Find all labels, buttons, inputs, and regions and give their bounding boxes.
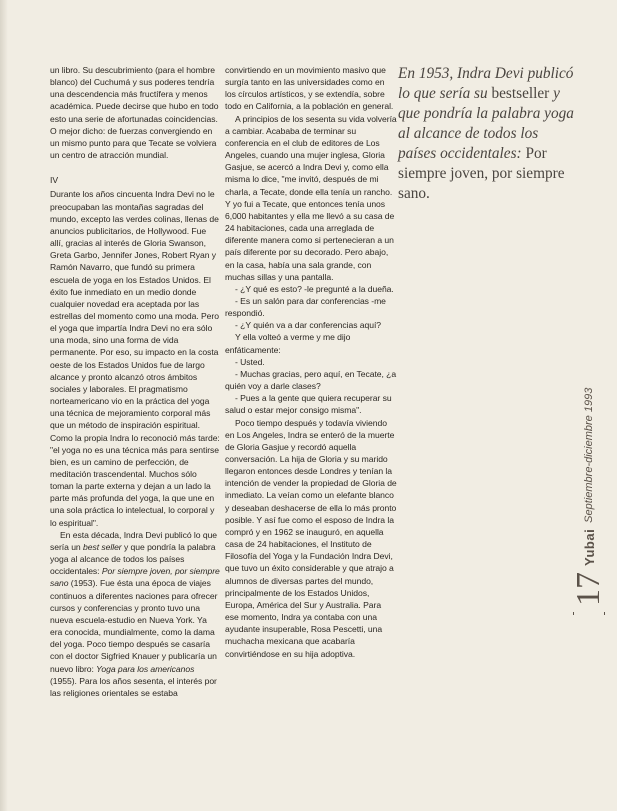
book-title-italic: best seller [83, 541, 122, 552]
pull-quote-text: En 1953, Indra Devi publicó lo que sería su [398, 65, 574, 102]
dialogue-line: - ¿Y quién va a dar conferencias aquí? [235, 320, 382, 331]
text-run: (1955). Para los años sesenta, el interés por las religiones orientales se estaba [50, 675, 217, 698]
paragraph: Durante los años cincuenta Indra Devi no le preocupaban las montañas sagradas del mundo, excepto las verdes colinas, llenas de anuncios publicitarios, de Hollywood. Fue allí, gracias al interés de Gloria Swanson, Greta Garbo, Jennifer Jones, Robert Ryan y Ramón Navarro, que fundó su primera escuela de yoga en los Estados Unidos. El éxito fue inmediato en un medio donde cualquier novedad era aceptada por las estrellas del momento como una moda. Pero el yoga que impartía Indra Devi no era sólo una moda, sino una forma de vida permanente. Por eso, su impacto en la costa oeste de los Estados Unidos fue de largo alcance y pronto alcanzó otros ámbitos sociales y laborales. El pragmatismo norteamericano vio en la práctica del yoga una técnica de mejoramiento corporal más que un método de inspiración espiritual. Como la propia Indra lo reconoció más tarde: "el yoga no es una técnica más para sentirse bien, es un camino de perfección, de meditación trascendental. Muchos sólo toman la parte externa y dejan a un lado la parte más profunda del yoga, la que une en una sola práctica lo intelectual, lo corporal y lo espiritual". [50, 189, 220, 528]
dialogue-line: - Muchas gracias, pero aquí, en Tecate, ¿a quién voy a darle clases? [225, 368, 397, 392]
pull-quote-bestseller: bestseller [491, 85, 550, 102]
text-run: y que pondría la palabra yoga al alcance de todos los países occidentales: [50, 541, 216, 577]
text-column-middle [225, 64, 397, 660]
dialogue-line: - ¿Y qué es esto? -le pregunté a la dueña. [235, 283, 394, 294]
bracket-mark [573, 612, 605, 615]
paragraph: Poco tiempo después y todavía viviendo en Los Angeles, Indra se enteró de la muerte de Gloria Gasjue y recordó aquella conversación. La hija de Gloria y su marido llegaron entonces desde Londres y tenían la intención de vender la propiedad de Gloria de inmediato. La veían como un elefante blanco y deseaban deshacerse de ella lo más pronto posible. Y así fue como el esposo de Indra la compró y en 1962 se inauguró, en aquella casa de 24 habitaciones, el Instituto de Filosofía del Yoga y la Fundación Indra Devi, que tuvo un éxito considerable y que atrajo a alumnos de diversas partes del mundo, principalmente de los Estados Unidos, Europa, América del Sur y Australia. Para ese momento, Indra ya contaba con una ayudante insuperable, Rosa Pescetti, una muchacha mexicana que acabaría convirtiéndose en su hija adoptiva. [225, 417, 397, 659]
dialogue-line: - Es un salón para dar conferencias -me respondió. [225, 295, 386, 319]
text-run: (1953). Fue ésta una época de viajes continuos a diferentes naciones para ofrecer cursos y conferencias y pronto tuvo una nueva escuela-estudio en Nueva York. Ya era conocida, mundialmente, como la dama del yoga. Poco tiempo después se casaría con el doctor Sigfried Knauer y publicaría un nuevo libro: [50, 578, 218, 674]
dialogue-line: Y ella volteó a verme y me dijo enfáticamente: [225, 332, 351, 355]
pull-quote-book-title: Por siempre joven, por siempre sano. [398, 145, 565, 202]
book-title-italic: Yoga para los americanos [96, 663, 195, 674]
page-shadow [0, 0, 8, 811]
pull-quote [398, 64, 578, 204]
dialogue-line: - Usted. [235, 356, 265, 367]
page-footer-vertical [572, 388, 606, 615]
magazine-name: Yubai [581, 528, 597, 566]
pull-quote-text: y que pondría la palabra yoga al alcance de todos los países occidentales: [398, 85, 574, 162]
issue-date: Septiembre-diciembre 1993 [583, 387, 595, 523]
dialogue-line: - Pues a la gente que quiera recuperar su salud o estar mejor consigo misma". [225, 393, 392, 416]
paragraph: convirtiendo en un movimiento masivo que surgía tanto en las universidades como en los círculos artísticos, y se extendía, sobre todo en California, a la población en general. [225, 65, 394, 112]
section-numeral: IV [50, 175, 59, 186]
paragraph [50, 529, 220, 699]
page-number: 17 [570, 572, 607, 606]
text-run: En esta década, Indra Devi publicó lo que sería un [50, 529, 218, 552]
paragraph: un libro. Su descubrimiento (para el hombre blanco) del Cuchumá y sus poderes tendría una descendencia más fructífera y menos académica. Puede decirse que hubo en todo esto una serie de afortunadas coincidencias. O mejor dicho: de fuerzas convergiendo en un mismo punto para que Tecate se volviera un centro de atracción mundial. [50, 65, 219, 161]
book-title-italic: Por siempre joven, por siempre sano [50, 566, 220, 589]
text-column-left [50, 64, 220, 699]
paragraph: A principios de los sesenta su vida volvería a cambiar. Acababa de terminar su conferencia en el club de editores de Los Angeles, cuando una mujer inglesa, Gloria Gasjue, se acercó a Indra Devi y, como ella misma lo dice, "me invitó, después de mi charla, a Tecate, donde ella tenía un rancho. Y yo fui a Tecate, que entonces tenía unos 6,000 habitantes y ella me llevó a su casa de 24 habitaciones, cada una arreglada de diferente manera como si pertenecieran a un país diferente por su decorado. Pero abajo, en la casa, había una sala grande, con muchas sillas y una pantalla. [225, 113, 397, 282]
